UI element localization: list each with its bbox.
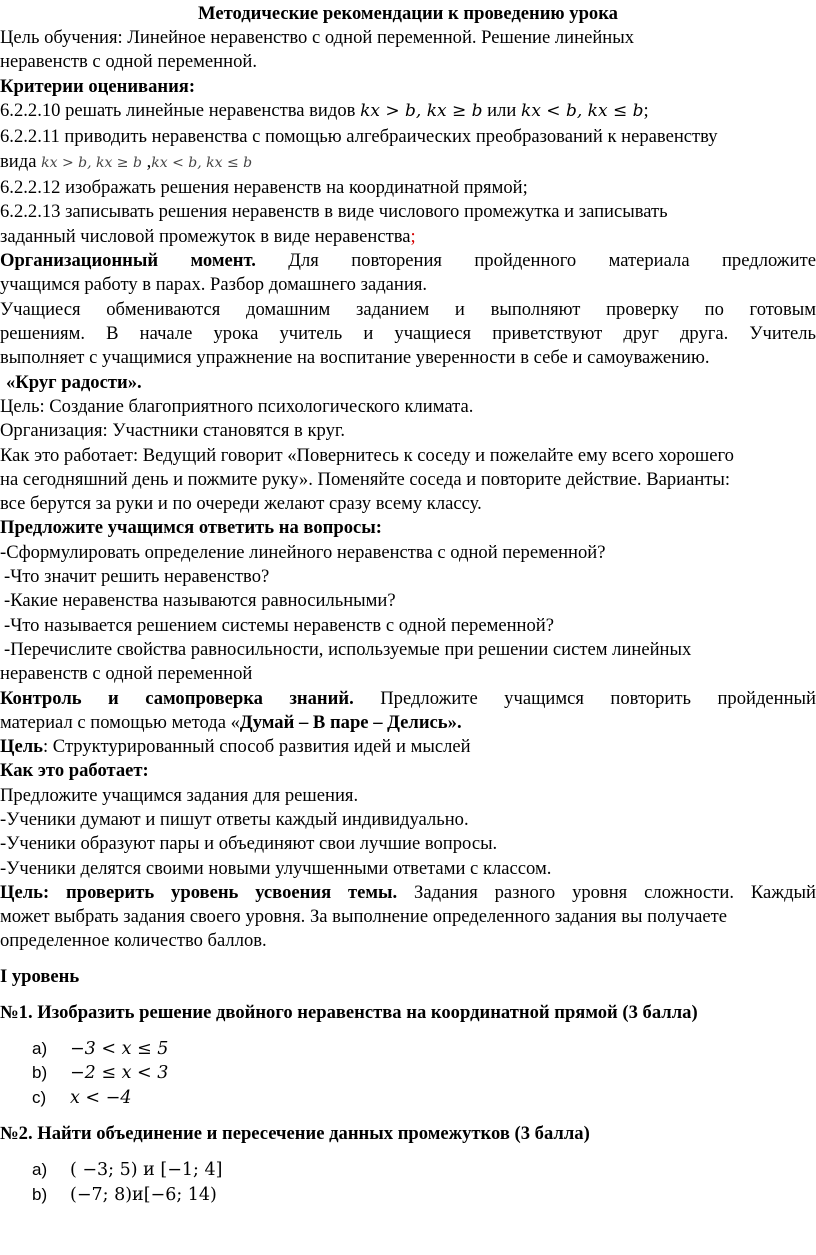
- org-para-line-1: Учащиеся обмениваются домашним заданием и выполняют проверку по готовым: [0, 299, 816, 320]
- control-step-1: Предложите учащимся задания для решения.: [0, 785, 359, 806]
- control-heading: Контроль и самопроверка знаний.: [0, 688, 354, 709]
- criterion-2-comma: ,: [146, 151, 152, 172]
- criterion-4-text: заданный числовой промежуток в виде неравенства: [0, 226, 411, 247]
- task-2-item-a-expr: ( −3; 5) и [−1; 4]: [70, 1160, 223, 1180]
- question-2: -Что значит решить неравенство?: [4, 566, 270, 587]
- org-para-line-2: решениям. В начале урока учитель и учащиеся приветствуют друг друга. Учитель: [0, 323, 816, 344]
- criterion-1-text: 6.2.2.10 решать линейные неравенства видов: [0, 100, 356, 121]
- question-5-line-2: неравенств с одной переменной: [0, 663, 253, 684]
- questions-heading: Предложите учащимся ответить на вопросы:: [0, 517, 382, 538]
- control-goal-text: : Структурированный способ развития идей и мыслей: [42, 736, 471, 757]
- control-step-3: -Ученики образуют пары и объединяют свои лучшие вопросы.: [0, 833, 498, 854]
- level-1-heading: I уровень: [0, 966, 80, 987]
- task-2-item-b: [32, 1183, 217, 1207]
- circle-heading: «Круг радости».: [6, 372, 142, 393]
- org-moment-text: Для повторения пройденного материала предложите: [288, 250, 816, 271]
- org-moment-line-2: учащимся работу в парах. Разбор домашнего задания.: [0, 274, 428, 295]
- control-how-heading: Как это работает:: [0, 760, 149, 781]
- circle-how-line-3: все берутся за руки и по очереди желают сразу всему классу.: [0, 493, 482, 514]
- level-goal-heading: Цель: проверить уровень усвоения темы.: [0, 882, 398, 903]
- criterion-2-line-1: 6.2.2.11 приводить неравенства с помощью алгебраических преобразований к неравенству: [0, 126, 718, 147]
- criterion-1-math-2: kx < b, kx ≤ b: [521, 101, 644, 121]
- task-1-item-c: [32, 1086, 131, 1110]
- circle-organization: Организация: Участники становятся в круг.: [0, 420, 346, 441]
- circle-how-line-2: на сегодняшний день и пожмите руку». Поменяйте соседа и повторите действие. Варианты:: [0, 469, 731, 490]
- level-goal-line-1: [0, 881, 816, 905]
- level-goal-line-3: определенное количество баллов.: [0, 930, 267, 951]
- task-1-item-b-expr: −2 ≤ x < 3: [70, 1063, 169, 1083]
- task-2-item-a: [32, 1158, 222, 1182]
- control-text: Предложите учащимся повторить пройденный: [380, 688, 816, 709]
- task-1-item-a-expr: −3 < x ≤ 5: [70, 1039, 169, 1059]
- task-2-heading: №2. Найти объединение и пересечение данных промежутков (3 балла): [0, 1123, 590, 1144]
- question-4: -Что называется решением системы неравенств с одной переменной?: [4, 615, 554, 636]
- goal-line-2: неравенств с одной переменной.: [0, 51, 257, 72]
- control-goal: [0, 735, 471, 759]
- task-1-item-b: [32, 1061, 168, 1085]
- task-1-item-a-label: a): [32, 1039, 48, 1058]
- control-method-name: Думай – В паре – Делись».: [239, 712, 462, 733]
- question-1: -Сформулировать определение линейного неравенства с одной переменной?: [0, 542, 606, 563]
- criteria-heading: Критерии оценивания:: [0, 76, 196, 97]
- task-1-item-c-label: c): [32, 1088, 47, 1107]
- level-goal-line-2: может выбрать задания своего уровня. За выполнение определенного задания вы получаете: [0, 906, 727, 927]
- criterion-2-math-image-2: kx < b, kx ≤ b: [151, 155, 253, 171]
- goal-line-1: Цель обучения: Линейное неравенство с одной переменной. Решение линейных: [0, 27, 635, 48]
- criterion-2-line-2: [0, 150, 252, 175]
- task-2-item-b-expr: (−7; 8)и[−6; 14): [70, 1185, 217, 1205]
- criterion-3: 6.2.2.12 изображать решения неравенств на координатной прямой;: [0, 177, 528, 198]
- question-5-line-1: -Перечислите свойства равносильности, используемые при решении систем линейных: [4, 639, 692, 660]
- task-2-item-a-label: a): [32, 1160, 48, 1179]
- org-moment-heading: Организационный момент.: [0, 250, 256, 271]
- criterion-1: [0, 99, 649, 123]
- criterion-1-end: ;: [643, 100, 649, 121]
- control-line-1: [0, 687, 816, 711]
- control-method-intro: материал с помощью метода «: [0, 712, 240, 733]
- org-para-line-3: выполняет с учащимися упражнение на воспитание уверенности в себе и самоуважению.: [0, 347, 710, 368]
- org-moment-line-1: [0, 249, 816, 273]
- control-step-4: -Ученики делятся своими новыми улучшенными ответами с классом.: [0, 858, 552, 879]
- control-line-2: [0, 711, 462, 735]
- circle-goal: Цель: Создание благоприятного психологического климата.: [0, 396, 474, 417]
- control-step-2: -Ученики думают и пишут ответы каждый индивидуально.: [0, 809, 469, 830]
- criterion-1-or: или: [487, 100, 517, 121]
- task-1-heading: №1. Изобразить решение двойного неравенства на координатной прямой (3 балла): [0, 1002, 698, 1023]
- criterion-4-end: ;: [410, 226, 416, 247]
- criterion-1-math-1: kx > b, kx ≥ b: [360, 101, 483, 121]
- criterion-4-line-1: 6.2.2.13 записывать решения неравенств в виде числового промежутка и записывать: [0, 201, 668, 222]
- criterion-2-prefix: вида: [0, 151, 37, 172]
- circle-how-line-1: Как это работает: Ведущий говорит «Повернитесь к соседу и пожелайте ему всего хорошего: [0, 445, 734, 466]
- criterion-4-line-2: [0, 225, 416, 249]
- level-goal-text: Задания разного уровня сложности. Каждый: [414, 882, 816, 903]
- task-1-item-a: [32, 1037, 168, 1061]
- page-title: Методические рекомендации к проведению урока: [198, 3, 618, 24]
- control-goal-label: Цель: [0, 736, 43, 757]
- task-2-item-b-label: b): [32, 1185, 48, 1204]
- task-1-item-c-expr: x < −4: [70, 1088, 132, 1108]
- task-1-item-b-label: b): [32, 1063, 48, 1082]
- question-3: -Какие неравенства называются равносильными?: [4, 590, 396, 611]
- criterion-2-math-image-1: kx > b, kx ≥ b: [41, 155, 142, 171]
